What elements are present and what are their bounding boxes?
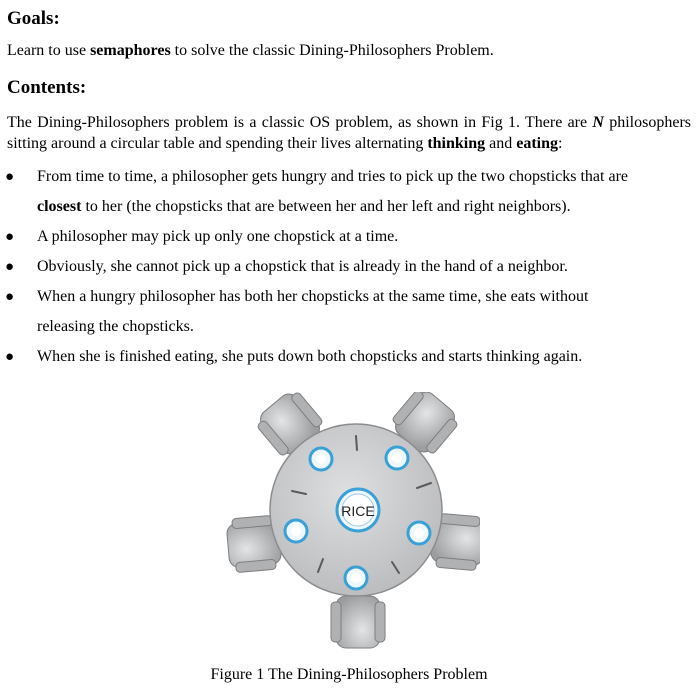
rice-label: RICE [341,503,375,519]
chopstick [356,436,357,450]
plate [408,522,430,544]
plate [285,520,307,542]
list-item-text: Obviously, she cannot pick up a chopstick that is already in the hand of a neighbor. [37,258,568,275]
plate [310,448,332,470]
rice-bowl [337,489,379,531]
goals-text: Learn to use semaphores to solve the classic Dining-Philosophers Problem. [7,42,494,59]
chair [331,596,385,648]
dining-philosophers-figure [220,392,480,654]
contents-heading: Contents: [7,77,87,98]
bullet-icon: ● [5,349,15,365]
list-item-text: A philosopher may pick up only one chopstick at a time. [37,228,399,245]
plate [345,567,367,589]
contents-intro: The Dining-Philosophers problem is a classic OS problem, as shown in Fig 1. There are N philosophers sitting around a circular table and spending their lives alternating thinking and eating: [7,114,691,152]
bullet-icon: ● [5,229,15,245]
list-item-text: When she is finished eating, she puts down both chopsticks and starts thinking again. [37,348,583,365]
list-item-text: From time to time, a philosopher gets hungry and tries to pick up the two chopsticks that are closest to her (the chopsticks that are between her and her left and right neighbors). [37,168,628,215]
bullet-icon: ● [5,169,15,185]
figure-caption: Figure 1 The Dining-Philosophers Problem [210,666,488,683]
list-item-text: When a hungry philosopher has both her chopsticks at the same time, she eats without releasing the chopsticks. [37,288,589,335]
bullet-icon: ● [5,259,15,275]
goals-heading: Goals: [7,8,60,29]
bullet-icon: ● [5,289,15,305]
plate [386,447,408,469]
